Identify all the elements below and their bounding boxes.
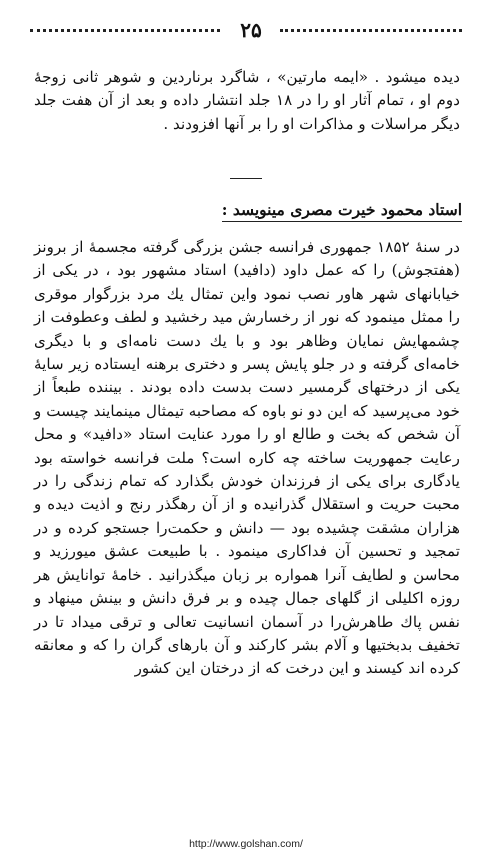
header-rule-left <box>30 29 220 32</box>
header-rule-right <box>280 29 462 32</box>
main-paragraph-text: در سنهٔ ۱۸۵۲ جمهوری فرانسه جشن بزرگی گرفته مجسمهٔ از برونز (هفتجوش) را که عمل داود (دافید) استاد مشهور بود ، در یکی از خیابانهای شهر هاور نصب نمود واین تمثال یك مرد بزرگوار موقری را ممثل مینمود که نور از رخسارش مید رخشید و لطف وعطوفت از چشمهایش نمایان وظاهر بود و با یك دست نامه‌ای و با دیگری خامه‌ای گرفته و در جلو پایش پسر و دختری برهنه ایستاده زیر سایهٔ یکی از درختهای گرمسیر دست بدست داده بودند . بیننده طبعاً از خود می‌پرسید که این دو نو باوه که مصاحبه تیمثال مینمایند چیست و آن شخص که بخت و طالع او را مورد عنایت استاد «دافید» و محل رعایت جمهوریت ساخته چه کاره است؟ ملت فرانسه خواسته بود یادگاری برای یکی از فرزندان خودش بگذارد که تمام زندگی را در محبت حریت و استقلال گذرانیده و از آن رهگذر رنج و اذیت دیده و هزاران مشقت چشیده بود — دانش و حکمت‌را جستجو کرده و در تمجید و تحسین آن فداکاری مینمود . با طبیعت عشق میورزید و محاسن و لطایف آنرا همواره بر زبان میگذرانید . خامهٔ توانایش هر روزه اکلیلی از گلهای جمال چیده و بر فرق دانش و بینش مینهاد و نفس پاك طاهرش‌را در آسمان انسانیت تعالی و ترقی میداد تا در تخفیف بدبختیها و آلام بشر کارکند و آن بارهای گران را که و معانقه کرده اند کیسند و این درخت که از درختان این کشور <box>34 238 460 678</box>
footer-url: http://www.golshan.com/ <box>189 838 303 850</box>
page-number: ۲۵ <box>240 18 262 42</box>
page-header <box>30 20 462 40</box>
section-heading: استاد محمود خیرت مصری مینویسد : <box>222 200 462 222</box>
intro-paragraph <box>34 66 460 136</box>
main-paragraph <box>34 236 460 681</box>
intro-paragraph-text: دیده میشود . «ایمه مارتین» ، شاگرد برناردین و شوهر ثانی زوجهٔ دوم او ، تمام آثار او را در ۱۸ جلد انتشار داده و بعد از آن هفت جلد دیگر مراسلات و مذاکرات او را بر آنها افزودند . <box>34 68 460 133</box>
section-divider <box>230 178 262 179</box>
